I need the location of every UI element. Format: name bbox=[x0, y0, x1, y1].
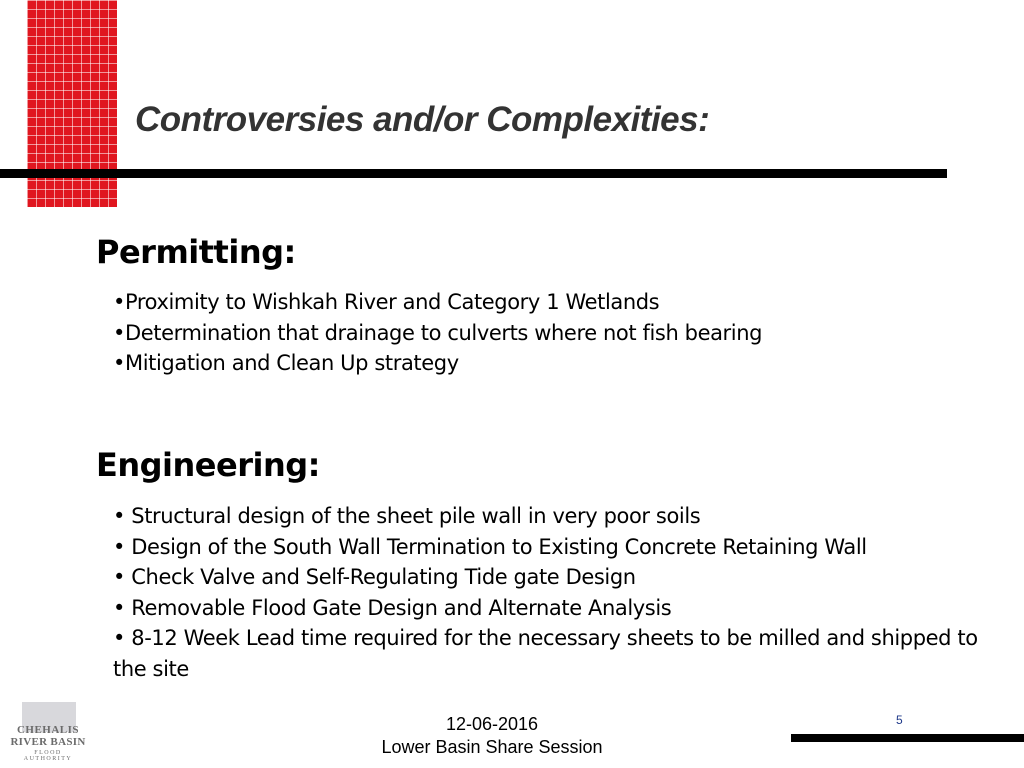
list-item: • Check Valve and Self-Regulating Tide gate Design bbox=[113, 562, 993, 593]
title-underline-rule bbox=[0, 169, 947, 178]
list-item: •Determination that drainage to culverts where not fish bearing bbox=[113, 318, 762, 349]
engineering-heading: Engineering: bbox=[96, 446, 320, 484]
list-item: • Design of the South Wall Termination to Existing Concrete Retaining Wall bbox=[113, 532, 993, 563]
bullet-icon: • bbox=[113, 290, 125, 314]
page-number: 5 bbox=[896, 713, 903, 727]
logo-text-line1: CHEHALIS bbox=[16, 724, 80, 736]
footer-rule bbox=[791, 734, 1024, 742]
logo-text-line3: FLOOD AUTHORITY bbox=[23, 750, 73, 762]
list-item: • Structural design of the sheet pile wall in very poor soils bbox=[113, 501, 993, 532]
permitting-heading: Permitting: bbox=[96, 233, 296, 271]
footer-date: 12-06-2016 bbox=[445, 714, 539, 734]
bullet-icon: • bbox=[113, 626, 125, 650]
bullet-icon: • bbox=[113, 351, 125, 375]
list-item: •Proximity to Wishkah River and Category 1 Wetlands bbox=[113, 287, 762, 318]
footer-session: Lower Basin Share Session bbox=[381, 737, 603, 757]
list-item: • Removable Flood Gate Design and Alternate Analysis bbox=[113, 593, 993, 624]
bullet-icon: • bbox=[113, 320, 125, 345]
bullet-icon: • bbox=[113, 595, 125, 620]
logo-text-line2: RIVER BASIN bbox=[10, 736, 86, 748]
bullet-icon: • bbox=[113, 534, 125, 559]
slide-title: Controversies and/or Complexities: bbox=[135, 100, 710, 139]
engineering-bullet-list bbox=[113, 501, 993, 684]
bullet-icon: • bbox=[113, 504, 125, 528]
permitting-bullet-list bbox=[113, 287, 762, 379]
list-item: •Mitigation and Clean Up strategy bbox=[113, 348, 762, 379]
bullet-icon: • bbox=[113, 565, 125, 589]
list-item: • 8-12 Week Lead time required for the necessary sheets to be milled and shipped to the site bbox=[113, 623, 993, 684]
